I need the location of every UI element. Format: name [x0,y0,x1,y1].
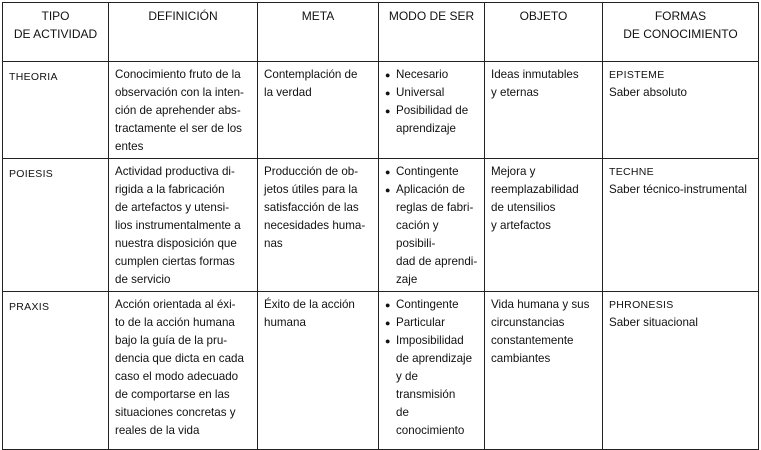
header-modo: MODO DE SER [379,3,485,62]
object-line: Mejora y [491,165,536,178]
bullet-icon: ● [385,300,391,310]
table-row [3,62,759,159]
definition-line: ción de aprehender abs- [115,104,241,117]
object-cell [485,292,603,450]
mode-item-text: Contingente [396,165,459,178]
goal-cell [258,159,379,292]
definition-line: nuestra disposición que [115,237,237,250]
mode-item-text: Imposibilidad [396,334,464,347]
object-line: cambiantes [491,352,551,365]
definition-line: de artefactos y utensi- [115,201,230,214]
mode-item-text: zaje [396,273,418,286]
definition-line: Conocimiento fruto de la [115,68,241,81]
mode-item [385,332,478,440]
knowledge-form-title: PHRONESIS [609,299,674,311]
definition-line: observación con la inten- [115,86,244,99]
header-definicion: DEFINICIÓN [109,3,258,62]
mode-item [385,296,478,314]
definition-cell [109,159,258,292]
mode-item-text: dad de aprendi- [396,255,478,268]
activity-type-cell: THEORIA [3,62,109,159]
definition-line: caso el modo adecuado [115,370,239,383]
mode-item [385,102,478,138]
activity-type-cell: PRAXIS [3,292,109,450]
bullet-icon: ● [385,336,391,346]
mode-item-text: Particular [396,316,445,329]
bullet-icon: ● [385,167,391,177]
object-line: constantemente [491,334,574,347]
bullet-icon: ● [385,106,391,116]
definition-line: de comportarse en las [115,388,230,401]
mode-item [385,314,478,332]
goal-line: necesidades huma- [264,219,366,232]
definition-line: rigida a la fabricación [115,183,225,196]
knowledge-form-title: EPISTEME [609,69,665,81]
definition-line: bajo la guía de la pru- [115,334,228,347]
mode-item-text: Contingente [396,298,459,311]
definition-line: Acción orientada al éxi- [115,298,236,311]
goal-line: Contemplación de [264,68,358,81]
mode-item-text: reglas de fabri- [396,201,474,214]
object-line: reemplazabilidad [491,183,579,196]
object-cell [485,62,603,159]
mode-list [385,163,478,289]
mode-item-text: Aplicación de [396,183,465,196]
mode-item-text: Universal [396,86,445,99]
table-row [3,159,759,292]
activity-types-table [2,2,759,450]
header-formas: FORMAS DE CONOCIMIENTO [603,3,759,62]
mode-item [385,181,478,289]
definition-cell [109,62,258,159]
header-row [3,3,759,62]
definition-line: de servicio [115,273,171,286]
object-line: Vida humana y sus [491,298,590,311]
definition-line: tractamente el ser de los [115,122,242,135]
goal-line: Producción de ob- [264,165,359,178]
mode-item [385,84,478,102]
bullet-icon: ● [385,88,391,98]
knowledge-form-description: Saber situacional [609,316,698,329]
bullet-icon: ● [385,185,391,195]
bullet-icon: ● [385,318,391,328]
definition-line: situaciones concretas y [115,406,236,419]
header-meta: META [258,3,379,62]
mode-of-being-cell [379,62,485,159]
goal-cell [258,62,379,159]
mode-item-text: Posibilidad de [396,104,469,117]
definition-cell [109,292,258,450]
definition-line: lios instrumentalmente a [115,219,241,232]
object-line: y eternas [491,86,539,99]
bullet-icon: ● [385,70,391,80]
definition-line: Actividad productiva di- [115,165,235,178]
goal-line: jetos útiles para la [264,183,358,196]
object-line: circunstancias [491,316,565,329]
knowledge-form-description: Saber técnico-instrumental [609,183,747,196]
goal-line: la verdad [264,86,312,99]
object-line: y artefactos [491,219,551,232]
goal-line: Éxito de la acción [264,298,355,311]
object-cell [485,159,603,292]
mode-item-text: y de transmisión [396,370,456,401]
mode-list [385,66,478,138]
header-objeto: OBJETO [485,3,603,62]
goal-line: humana [264,316,306,329]
knowledge-form-description: Saber absoluto [609,86,687,99]
mode-item [385,163,478,181]
knowledge-form-title: TECHNE [609,166,654,178]
mode-item-text: aprendizaje [396,122,456,135]
definition-line: entes [115,140,144,153]
goal-line: satisfacción de las [264,201,359,214]
mode-item [385,66,478,84]
table-row [3,292,759,450]
mode-item-text: Necesario [396,68,449,81]
header-tipo: TIPO DE ACTIVIDAD [3,3,109,62]
object-line: Ideas inmutables [491,68,579,81]
mode-of-being-cell [379,292,485,450]
knowledge-form-cell [603,62,759,159]
definition-line: dencia que dicta en cada [115,352,244,365]
activity-type-cell: POIESIS [3,159,109,292]
definition-line: to de la acción humana [115,316,235,329]
goal-line: nas [264,237,283,250]
mode-item-text: de conocimiento [396,406,465,437]
definition-line: cumplen ciertas formas [115,255,235,268]
knowledge-form-cell [603,292,759,450]
mode-item-text: de aprendizaje [396,352,473,365]
goal-cell [258,292,379,450]
definition-line: reales de la vida [115,424,200,437]
object-line: de utensilios [491,201,556,214]
mode-item-text: cación y posibili- [396,219,439,250]
mode-list [385,296,478,440]
mode-of-being-cell [379,159,485,292]
knowledge-form-cell [603,159,759,292]
